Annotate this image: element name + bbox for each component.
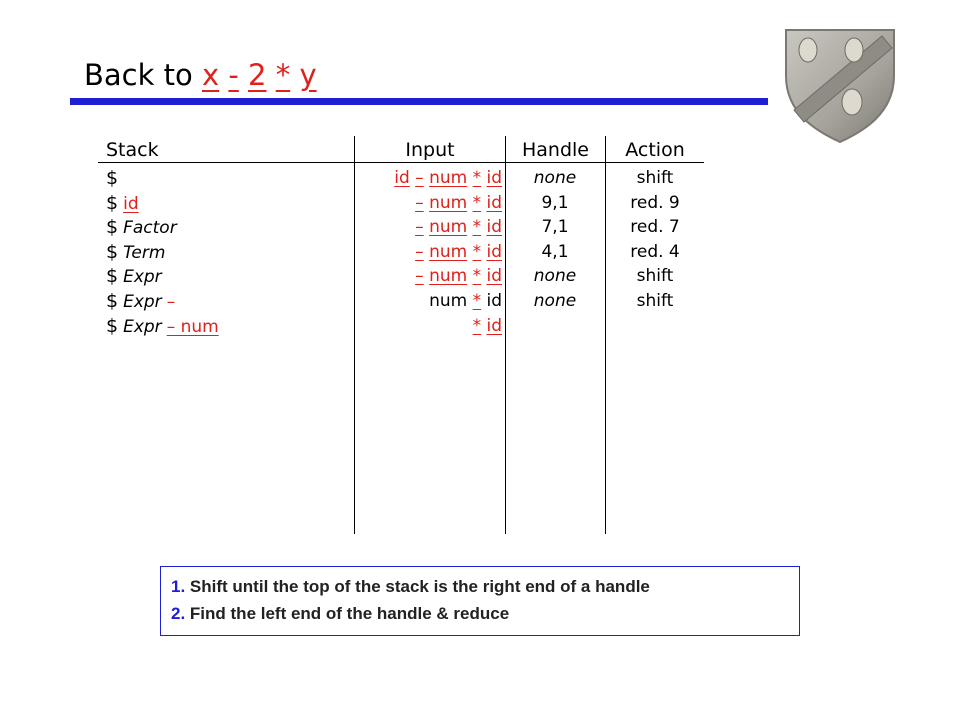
title-token: *	[275, 58, 291, 92]
input-token: *	[472, 192, 482, 213]
input-cell	[415, 240, 502, 264]
input-token: id	[486, 217, 502, 238]
step-text: Shift until the top of the stack is the right end of a handle	[189, 577, 650, 596]
handle-cell	[506, 314, 604, 338]
table-row	[0, 314, 960, 338]
step-text: Find the left end of the handle & reduce	[189, 604, 510, 623]
stack-cell	[106, 166, 118, 190]
title-underline-rule	[70, 98, 768, 105]
input-token: –	[415, 168, 424, 188]
input-token: id	[486, 291, 502, 311]
title-prefix: Back to	[84, 58, 193, 92]
stack-token: Factor	[123, 218, 177, 239]
stack-token: Expr	[123, 316, 162, 337]
handle-cell: 9,1	[541, 192, 569, 213]
input-token: *	[472, 315, 482, 336]
stack-bottom-marker: $	[106, 290, 119, 312]
title-expression	[202, 58, 317, 92]
step-number: 1.	[171, 577, 186, 596]
action-cell: red. 9	[630, 192, 680, 213]
input-token: –	[415, 192, 424, 213]
input-token: id	[486, 266, 502, 287]
stack-token: id	[123, 193, 139, 214]
title-token: x	[201, 58, 220, 92]
input-token: num	[429, 291, 468, 311]
handle-cell: none	[533, 266, 577, 287]
handle-cell: 7,1	[541, 217, 569, 238]
input-cell	[415, 191, 502, 215]
input-token: *	[472, 217, 482, 238]
handle-cell: none	[533, 291, 577, 311]
table-row	[0, 215, 960, 239]
header-action: Action	[625, 139, 685, 161]
input-token: num	[429, 266, 468, 287]
step-number: 2.	[171, 604, 186, 623]
slide-title	[84, 52, 317, 98]
input-token: –	[415, 266, 424, 287]
input-cell	[394, 166, 502, 190]
input-cell	[429, 289, 502, 313]
action-cell: red. 4	[630, 241, 680, 262]
input-token: id	[486, 168, 502, 188]
action-cell: shift	[636, 266, 674, 287]
input-token: num	[429, 217, 468, 238]
input-cell	[415, 215, 502, 239]
table-row	[0, 166, 960, 190]
action-cell: red. 7	[630, 217, 680, 238]
input-token: –	[415, 217, 424, 238]
stack-cell	[106, 191, 139, 215]
stack-bottom-marker: $	[106, 265, 119, 288]
stack-bottom-marker: $	[106, 216, 119, 239]
header-stack: Stack	[106, 139, 159, 161]
header-input: Input	[405, 139, 455, 161]
university-crest-logo	[780, 24, 900, 146]
header-handle: Handle	[521, 139, 589, 161]
title-token: 2	[248, 58, 267, 92]
header-divider	[98, 162, 704, 163]
stack-cell	[106, 240, 165, 264]
stack-token: Term	[123, 242, 166, 263]
input-token: num	[429, 168, 468, 188]
step-2	[171, 600, 799, 627]
table-row	[0, 191, 960, 215]
input-cell	[473, 314, 502, 338]
input-token: id	[486, 192, 502, 213]
table-row	[0, 264, 960, 288]
table-row	[0, 289, 960, 313]
handle-cell: 4,1	[541, 241, 569, 262]
stack-cell	[106, 314, 219, 338]
input-token: id	[486, 241, 502, 262]
input-token: num	[429, 192, 468, 213]
input-token: num	[429, 241, 468, 262]
action-cell	[606, 314, 704, 338]
stack-bottom-marker: $	[106, 240, 119, 263]
algorithm-steps-box	[160, 566, 800, 636]
handle-cell: none	[533, 168, 577, 188]
input-token: *	[472, 291, 482, 311]
stack-cell	[106, 264, 162, 288]
stack-token: Expr	[123, 292, 162, 312]
action-cell: shift	[636, 168, 674, 188]
input-cell	[415, 264, 502, 288]
title-token: -	[228, 58, 239, 92]
stack-token: – num	[166, 316, 219, 337]
table-row	[0, 240, 960, 264]
input-token: *	[472, 168, 482, 188]
stack-bottom-marker: $	[106, 167, 119, 189]
stack-cell	[106, 215, 177, 239]
input-token: *	[472, 241, 482, 262]
step-1	[171, 573, 799, 600]
input-token: id	[486, 315, 502, 336]
action-cell: shift	[636, 291, 674, 311]
stack-bottom-marker: $	[106, 314, 119, 337]
stack-bottom-marker: $	[106, 191, 119, 214]
title-token: y	[299, 58, 317, 92]
stack-cell	[106, 289, 175, 313]
input-token: *	[472, 266, 482, 287]
input-token: –	[415, 241, 424, 262]
input-token: id	[394, 168, 410, 188]
stack-token: –	[166, 292, 176, 312]
stack-token: Expr	[123, 267, 162, 288]
